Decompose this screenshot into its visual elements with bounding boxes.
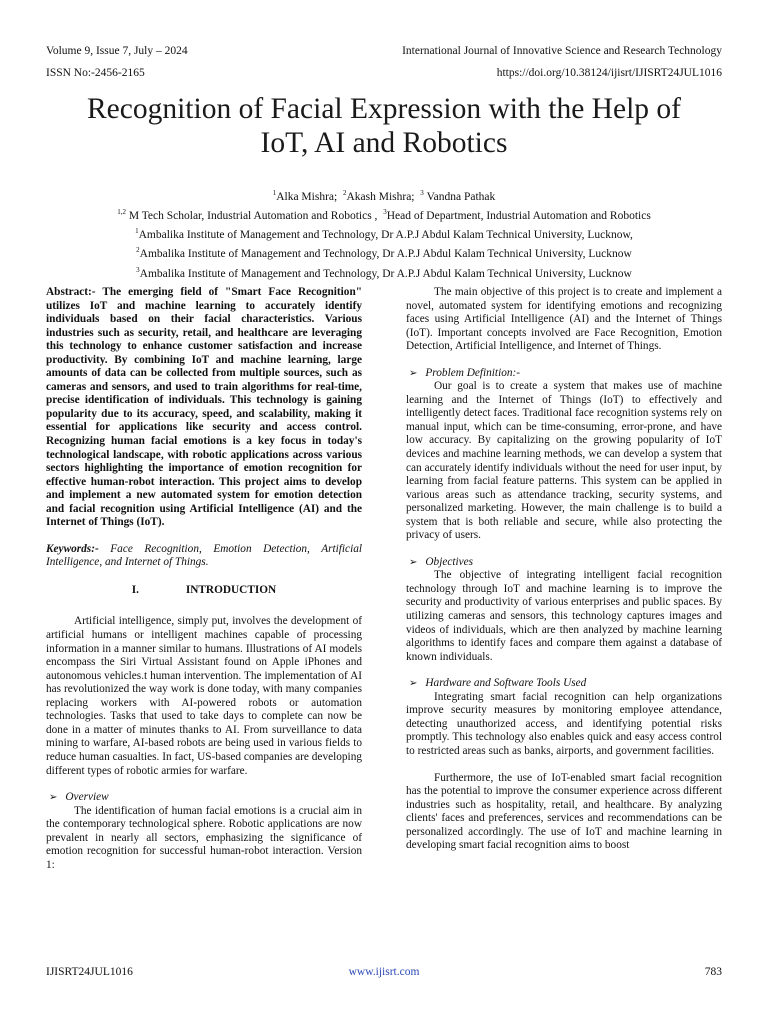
keywords-text: Face Recognition, Emotion Detection, Artificial Intelligence, and Internet of Things. bbox=[46, 542, 362, 569]
keywords bbox=[46, 543, 362, 570]
role-3: Head of Department, Industrial Automation and Robotics bbox=[386, 209, 651, 222]
journal-name: International Journal of Innovative Science and Research Technology bbox=[402, 45, 722, 57]
abstract: Abstract:- The emerging field of "Smart Face Recognition" utilizes IoT and machine learning to accurately identify individuals based on their facial characteristics. Various industries such as security, retail, and healthcare are leveraging this technology to enhance customer satisfaction and increase productivity. By combining IoT and machine learning, large amounts of data can be collected from multiple sources, such as cameras and sensors, and used to train algorithms for real-time, precise identification of individuals. This technology is gaining popularity due to its accuracy, speed, and scalability, making it essential for applications like security and access control. Recognizing human facial emotions is a key focus in today's technological landscape, with robotic applications across various sectors highlighting the importance of emotion recognition for effective human-robot interaction. This project aims to develop and implement a new automated system for emotion detection and facial recognition using Artificial Intelligence (AI) and the Internet of Things (IoT). bbox=[46, 286, 362, 529]
paper-title bbox=[40, 92, 728, 160]
tools-heading: ➢ Hardware and Software Tools Used bbox=[409, 677, 587, 690]
footer-paper-id: IJISRT24JUL1016 bbox=[46, 966, 133, 978]
arrow-bullet-icon: ➢ bbox=[409, 367, 418, 379]
author-1: Alka Mishra; bbox=[276, 190, 338, 203]
problem-definition-paragraph: Our goal is to create a system that makes use of machine learning and the Internet of Things (IoT) to effectively and intelligently detect faces. Traditional face recognition systems rely on manual input, which can be time-consuming, error-prone, and have low accuracy. By capitalizing on the growing popularity of IoT devices and machine learning methods, we can develop a system that can accurately identify individuals without the need for user input, by learning from facial feature patterns. This system can be applied in various areas such as attendance tracking, security systems, and personalized marketing. However, the main challenge is to build a system that is both reliable and secure, while also protecting the privacy of users. bbox=[406, 380, 722, 542]
intro-paragraph: Artificial intelligence, simply put, involves the development of artificial humans or intelligent machines capable of processing information in a manner similar to humans. Illustrations of AI models encompass the Siri Virtual Assistant found on Apple iPhones and autonomous vehicles.t human intervention. The implementation of AI has revolutionized the way work is done today, with many companies replacing workers with AI-powered robots or automation technologies. Tasks that used to take days to complete can now be done in a matter of minutes thanks to AI. From surveillance to data mining to warfare, AI-based robots are being used in various fields to reduce human casualties. In fact, US-based companies are developing different types of robotic armies for warfare. bbox=[46, 615, 362, 777]
objective-paragraph: The main objective of this project is to create and implement a novel, automated system for identifying emotions and recognizing faces using Artificial Intelligence (AI) and the Internet of Things (IoT). Important concepts involved are Face Recognition, Emotion Detection, Artificial Intelligence, and Internet of Things. bbox=[406, 286, 722, 353]
section-number: I. bbox=[131, 583, 139, 596]
objectives-heading: ➢ Objectives bbox=[409, 555, 474, 568]
overview-paragraph: The identification of human facial emotions is a crucial aim in the contemporary technological sphere. Robotic applications are now prevalent in nearly all sectors, emphasizing the significance of emotion recognition for successful human-robot interaction. Version 1: bbox=[46, 804, 362, 871]
right-column bbox=[406, 286, 722, 853]
affiliation-3: $^3$Ambalika Institute of Management and Technology, Dr A.P.J Abdul Kalam Technical University, Lucknow bbox=[136, 265, 632, 280]
author-names: $^1$Alka Mishra; $^2$Akash Mishra; $^3$ Vandna Pathak bbox=[272, 189, 496, 203]
objectives-paragraph: The objective of integrating intelligent facial recognition technology through IoT and machine learning is to improve the security and productivity of various enterprises and public spaces. By utilizing cameras and sensors, this technology captures images and videos of individuals, which are then analyzed by machine learning algorithms to identify faces and compare them against a database of known individuals. bbox=[406, 569, 722, 663]
footer-page-number: 783 bbox=[704, 966, 722, 978]
tools-paragraph: Integrating smart facial recognition can help organizations improve security measures by monitoring employee attendance, detecting unauthorized access, and identifying potential risks promptly. This technology also enables quick and easy access control to restricted areas such as banks, airports, and government facilities. bbox=[406, 690, 722, 757]
footer-website-link[interactable]: www.ijisrt.com bbox=[348, 966, 420, 978]
affiliation-1: $^1$Ambalika Institute of Management and Technology, Dr A.P.J Abdul Kalam Technical University, Lucknow, bbox=[135, 227, 633, 242]
affiliation-2: $^2$Ambalika Institute of Management and Technology, Dr A.P.J Abdul Kalam Technical University, Lucknow bbox=[136, 246, 632, 261]
arrow-bullet-icon: ➢ bbox=[49, 792, 58, 804]
author-2: Akash Mishra; bbox=[346, 190, 415, 203]
section-heading bbox=[46, 584, 362, 598]
arrow-bullet-icon: ➢ bbox=[409, 556, 418, 568]
keywords-label: Keywords:- bbox=[46, 542, 99, 555]
section-title: INTRODUCTION bbox=[185, 583, 277, 596]
author-3: Vandna Pathak bbox=[426, 190, 496, 203]
left-column bbox=[46, 286, 362, 872]
author-roles: $^{1,2}$ M Tech Scholar, Industrial Automation and Robotics , $^3$Head of Department, Industrial Automation and Robotics bbox=[117, 208, 651, 222]
role-1-2: M Tech Scholar, Industrial Automation and Robotics , bbox=[128, 209, 378, 222]
overview-heading: ➢ Overview bbox=[49, 791, 109, 804]
author-block bbox=[60, 186, 708, 282]
problem-definition-heading: ➢ Problem Definition:- bbox=[409, 366, 521, 379]
title-line-1: Recognition of Facial Expression with the Help of bbox=[87, 93, 681, 125]
title-line-2: IoT, AI and Robotics bbox=[260, 127, 508, 159]
journal-volume: Volume 9, Issue 7, July – 2024 bbox=[46, 45, 188, 57]
journal-issn: ISSN No:-2456-2165 bbox=[46, 67, 145, 79]
arrow-bullet-icon: ➢ bbox=[409, 678, 418, 690]
furthermore-paragraph: Furthermore, the use of IoT-enabled smart facial recognition has the potential to improve the consumer experience across different industries such as hospitality, retail, and healthcare. By analyzing clients' faces and preferences, services and recommendations can be personalized accordingly. The use of IoT and machine learning in developing smart facial recognition aims to boost bbox=[406, 771, 722, 852]
doi-link[interactable]: https://doi.org/10.38124/ijisrt/IJISRT24JUL1016 bbox=[496, 67, 722, 79]
